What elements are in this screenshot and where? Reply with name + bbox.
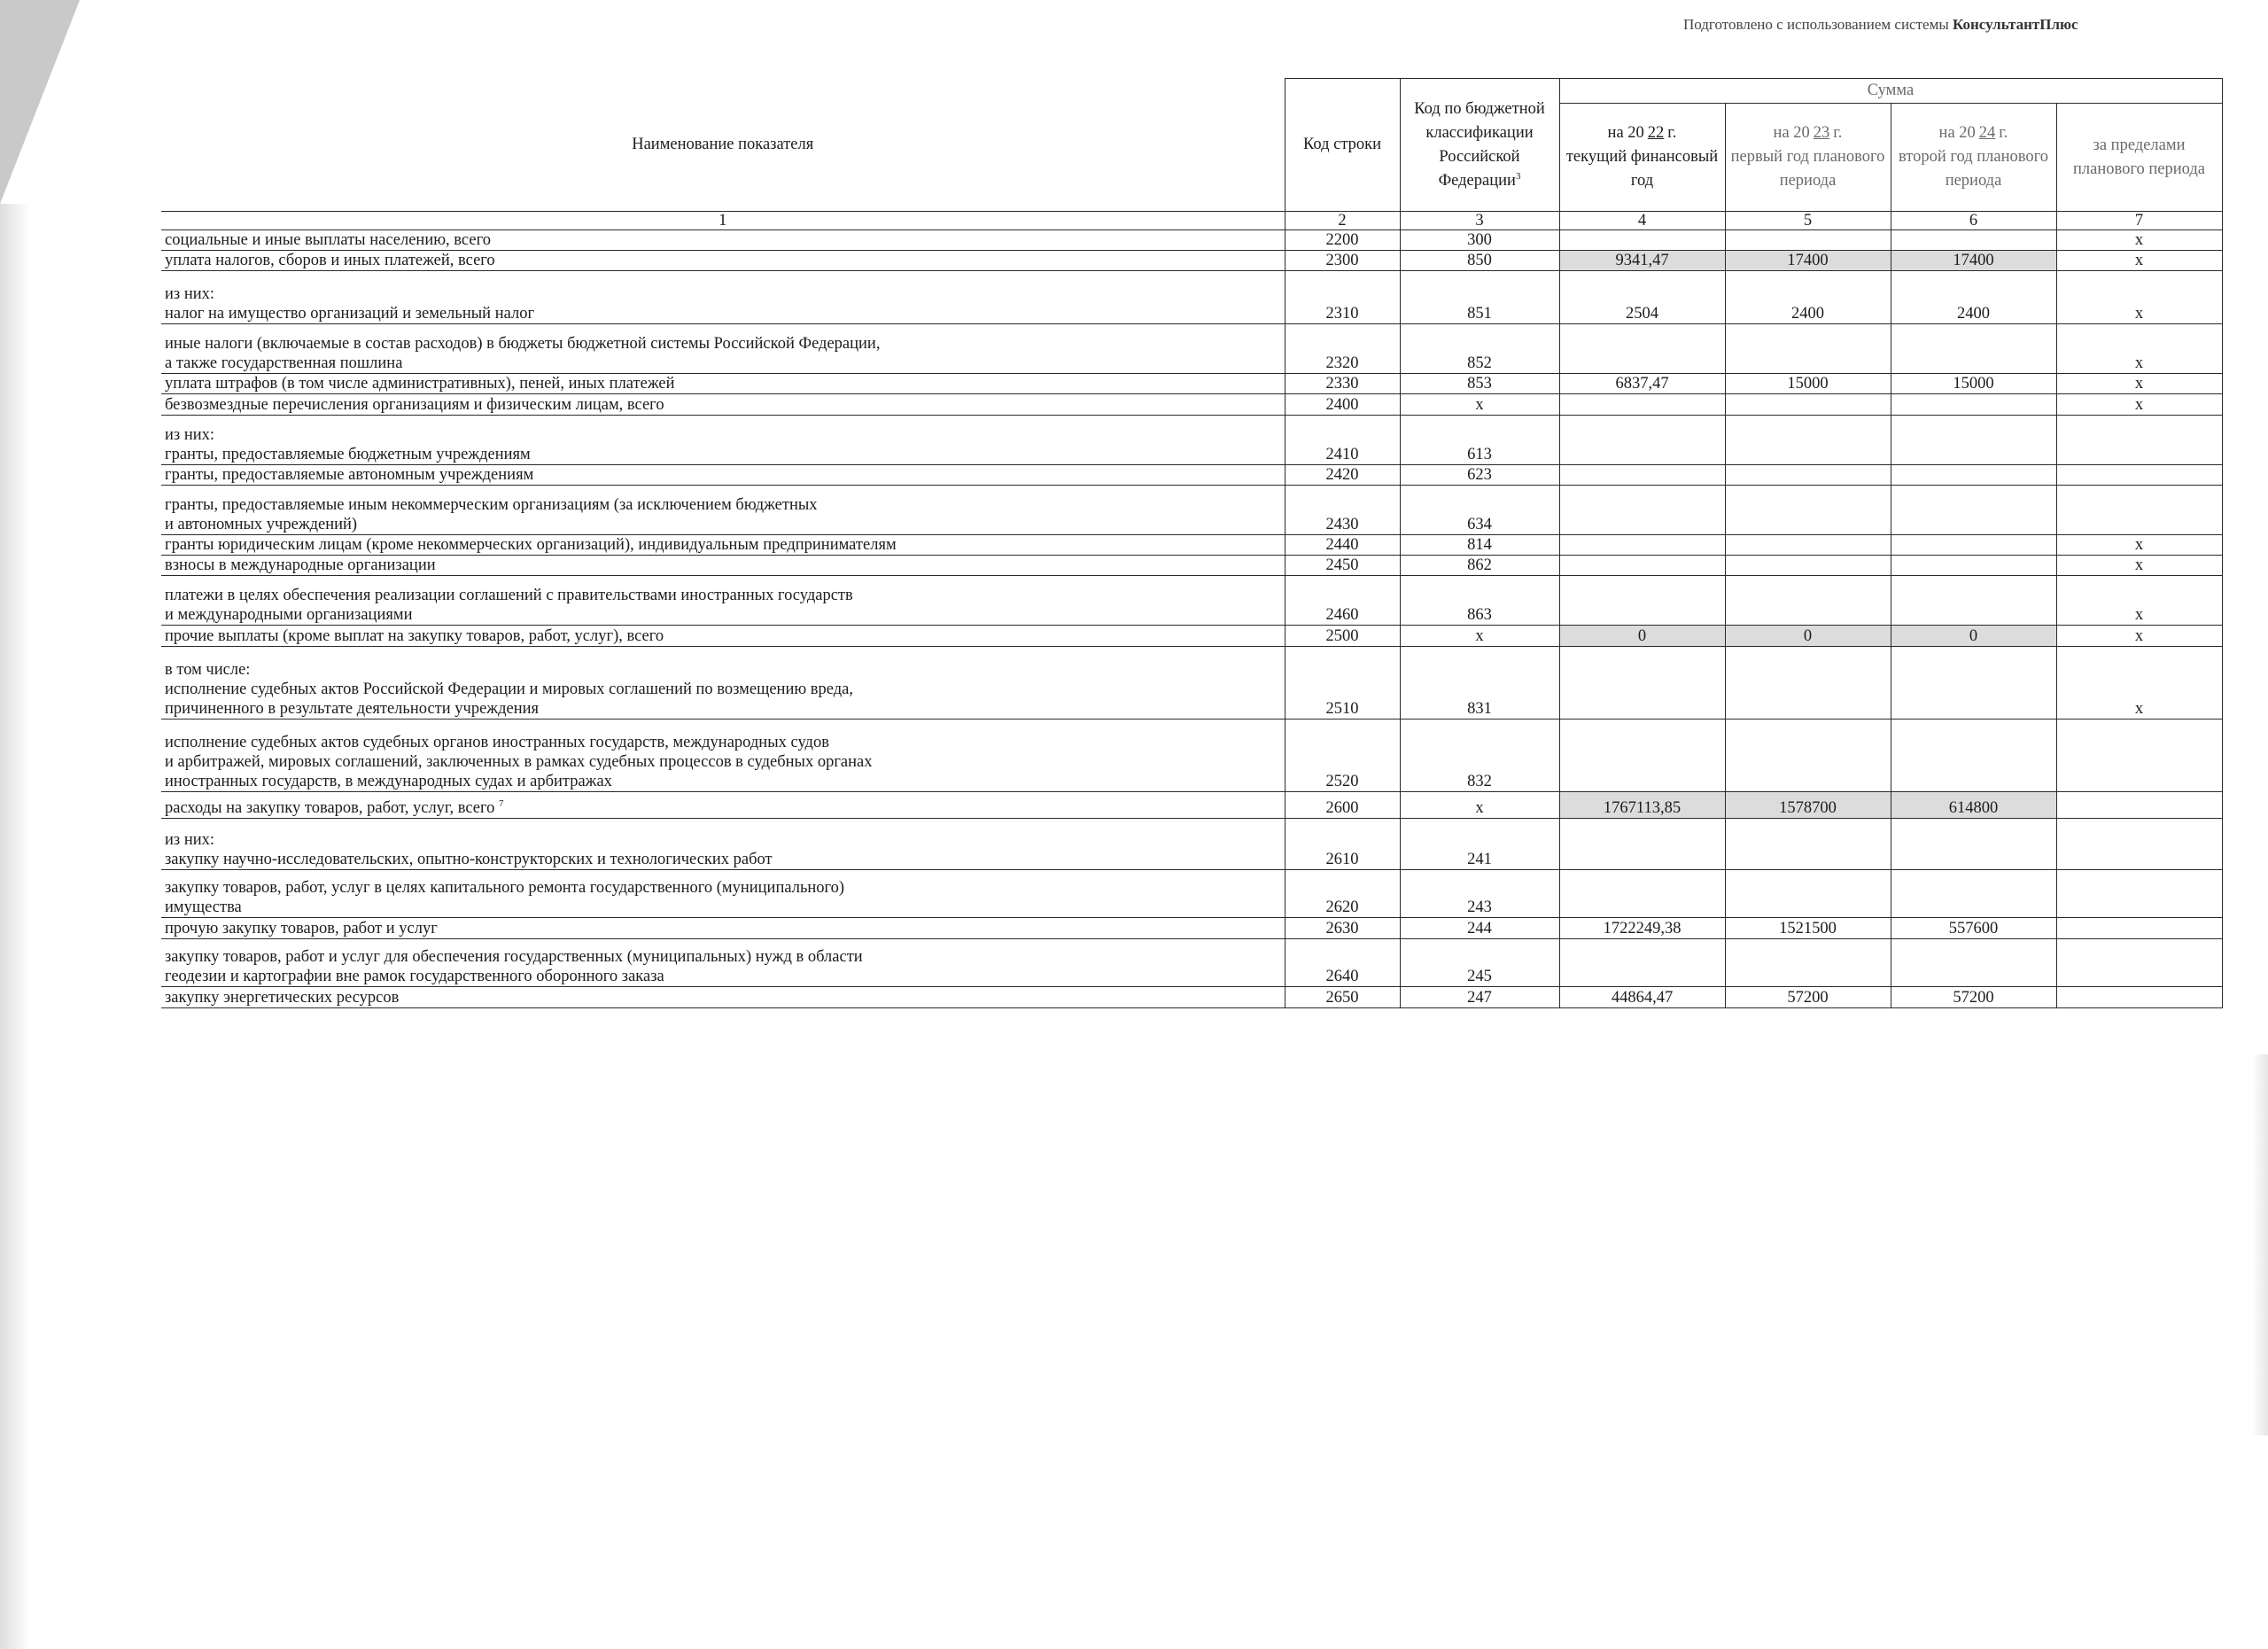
row-label: гранты, предоставляемые иным некоммерческим организациям (за исключением бюджетных и автономных учреждений) bbox=[161, 486, 1285, 535]
row-value-2022 bbox=[1559, 394, 1725, 416]
row-value-beyond: х bbox=[2056, 271, 2222, 324]
note-prefix: Подготовлено с использованием системы bbox=[1683, 16, 1949, 33]
row-value-2023 bbox=[1725, 870, 1891, 918]
note-brand: КонсультантПлюс bbox=[1953, 16, 2078, 33]
row-value-beyond bbox=[2056, 416, 2222, 465]
row-value-2023 bbox=[1725, 535, 1891, 556]
row-value-2024 bbox=[1891, 719, 2056, 792]
row-label: расходы на закупку товаров, работ, услуг, всего $^7$ bbox=[161, 792, 1285, 819]
row-value-2024 bbox=[1891, 535, 2056, 556]
row-value-2024: 17400 bbox=[1891, 251, 2056, 271]
row-kbk: 247 bbox=[1400, 987, 1559, 1008]
row-label: социальные и иные выплаты населению, всего bbox=[161, 230, 1285, 251]
row-value-2024 bbox=[1891, 556, 2056, 576]
row-code: 2460 bbox=[1285, 576, 1400, 626]
row-value-2023 bbox=[1725, 647, 1891, 719]
table-row bbox=[161, 939, 2222, 987]
table-row bbox=[161, 374, 2222, 394]
row-label: исполнение судебных актов судебных органов иностранных государств, международных судов и арбитражей, мировых соглашений, заключенных в рамках судебных процессов в судебных органах иностранных государств, в международных судах и арбитражах bbox=[161, 719, 1285, 792]
row-value-2023 bbox=[1725, 719, 1891, 792]
row-value-beyond: х bbox=[2056, 626, 2222, 647]
row-kbk: 244 bbox=[1400, 918, 1559, 939]
row-code: 2410 bbox=[1285, 416, 1400, 465]
row-label: уплата штрафов (в том числе административных), пеней, иных платежей bbox=[161, 374, 1285, 394]
table-row bbox=[161, 719, 2222, 792]
row-kbk: 851 bbox=[1400, 271, 1559, 324]
row-value-2023 bbox=[1725, 819, 1891, 870]
row-value-2024 bbox=[1891, 230, 2056, 251]
row-value-2023 bbox=[1725, 486, 1891, 535]
row-code: 2630 bbox=[1285, 918, 1400, 939]
row-value-2023 bbox=[1725, 576, 1891, 626]
row-value-2023: 15000 bbox=[1725, 374, 1891, 394]
financial-plan-table bbox=[161, 78, 2223, 1008]
row-value-2024 bbox=[1891, 416, 2056, 465]
row-code: 2430 bbox=[1285, 486, 1400, 535]
row-value-beyond: х bbox=[2056, 556, 2222, 576]
row-value-2023 bbox=[1725, 324, 1891, 374]
table-row bbox=[161, 251, 2222, 271]
row-value-2023: 0 bbox=[1725, 626, 1891, 647]
row-code: 2500 bbox=[1285, 626, 1400, 647]
row-value-2023: 1578700 bbox=[1725, 792, 1891, 819]
row-code: 2640 bbox=[1285, 939, 1400, 987]
row-value-2022 bbox=[1559, 939, 1725, 987]
row-kbk: 853 bbox=[1400, 374, 1559, 394]
row-code: 2300 bbox=[1285, 251, 1400, 271]
row-value-2023: 57200 bbox=[1725, 987, 1891, 1008]
row-value-2022: 1722249,38 bbox=[1559, 918, 1725, 939]
row-value-2022 bbox=[1559, 719, 1725, 792]
row-kbk: 852 bbox=[1400, 324, 1559, 374]
consultant-plus-note bbox=[1683, 16, 2078, 34]
row-value-beyond bbox=[2056, 792, 2222, 819]
col-name-header: Наименование показателя bbox=[161, 79, 1285, 212]
row-kbk: 613 bbox=[1400, 416, 1559, 465]
row-label: иные налоги (включаемые в состав расходов) в бюджеты бюджетной системы Российской Федерации, а также государственная пошлина bbox=[161, 324, 1285, 374]
row-value-2022 bbox=[1559, 465, 1725, 486]
table-row bbox=[161, 465, 2222, 486]
row-value-2022 bbox=[1559, 324, 1725, 374]
row-kbk: 241 bbox=[1400, 819, 1559, 870]
row-value-2024: 2400 bbox=[1891, 271, 2056, 324]
row-value-beyond: х bbox=[2056, 576, 2222, 626]
col-year2-header: на 20 23 г. первый год планового периода bbox=[1725, 104, 1891, 212]
row-label: взносы в международные организации bbox=[161, 556, 1285, 576]
row-label: прочую закупку товаров, работ и услуг bbox=[161, 918, 1285, 939]
row-kbk: 623 bbox=[1400, 465, 1559, 486]
row-label: закупку товаров, работ, услуг в целях капитального ремонта государственного (муниципального) имущества bbox=[161, 870, 1285, 918]
row-value-beyond bbox=[2056, 486, 2222, 535]
col-year1-header: на 20 22 г. текущий финансовый год bbox=[1559, 104, 1725, 212]
row-code: 2200 bbox=[1285, 230, 1400, 251]
row-value-2022: 0 bbox=[1559, 626, 1725, 647]
row-value-2022 bbox=[1559, 535, 1725, 556]
column-number-row: 1 2 3 4 5 6 7 bbox=[161, 212, 2222, 230]
row-label: закупку энергетических ресурсов bbox=[161, 987, 1285, 1008]
row-label: прочие выплаты (кроме выплат на закупку товаров, работ, услуг), всего bbox=[161, 626, 1285, 647]
row-code: 2420 bbox=[1285, 465, 1400, 486]
scan-left-edge bbox=[0, 204, 30, 1649]
row-kbk: 634 bbox=[1400, 486, 1559, 535]
row-value-2023 bbox=[1725, 394, 1891, 416]
col-year3-header: на 20 24 г. второй год планового периода bbox=[1891, 104, 2056, 212]
row-value-2022: 9341,47 bbox=[1559, 251, 1725, 271]
row-value-beyond: х bbox=[2056, 324, 2222, 374]
table-row bbox=[161, 271, 2222, 324]
row-value-2023: 17400 bbox=[1725, 251, 1891, 271]
row-value-2023 bbox=[1725, 465, 1891, 486]
row-value-2024: 557600 bbox=[1891, 918, 2056, 939]
row-value-2023 bbox=[1725, 556, 1891, 576]
row-code: 2650 bbox=[1285, 987, 1400, 1008]
row-value-2022: 1767113,85 bbox=[1559, 792, 1725, 819]
row-label: закупку товаров, работ и услуг для обеспечения государственных (муниципальных) нужд в области геодезии и картографии вне рамок государственного оборонного заказа bbox=[161, 939, 1285, 987]
row-value-beyond bbox=[2056, 987, 2222, 1008]
row-value-beyond bbox=[2056, 870, 2222, 918]
row-label: гранты, предоставляемые автономным учреждениям bbox=[161, 465, 1285, 486]
row-value-2024: 57200 bbox=[1891, 987, 2056, 1008]
table-row bbox=[161, 918, 2222, 939]
row-code: 2520 bbox=[1285, 719, 1400, 792]
row-value-2023 bbox=[1725, 230, 1891, 251]
row-value-2024 bbox=[1891, 939, 2056, 987]
row-value-2024 bbox=[1891, 465, 2056, 486]
row-value-beyond: х bbox=[2056, 647, 2222, 719]
row-kbk: 850 bbox=[1400, 251, 1559, 271]
row-kbk: 832 bbox=[1400, 719, 1559, 792]
row-label: в том числе: исполнение судебных актов Российской Федерации и мировых соглашений по возмещению вреда, причиненного в результате деятельности учреждения bbox=[161, 647, 1285, 719]
table-row bbox=[161, 819, 2222, 870]
row-value-2024 bbox=[1891, 394, 2056, 416]
row-kbk: 831 bbox=[1400, 647, 1559, 719]
row-value-beyond: х bbox=[2056, 230, 2222, 251]
row-value-2024 bbox=[1891, 819, 2056, 870]
table-row bbox=[161, 647, 2222, 719]
row-value-2022 bbox=[1559, 819, 1725, 870]
row-value-2024 bbox=[1891, 870, 2056, 918]
row-code: 2310 bbox=[1285, 271, 1400, 324]
row-value-2022 bbox=[1559, 576, 1725, 626]
row-value-2024: 0 bbox=[1891, 626, 2056, 647]
row-value-2022 bbox=[1559, 870, 1725, 918]
row-value-2022 bbox=[1559, 230, 1725, 251]
row-value-2022: 44864,47 bbox=[1559, 987, 1725, 1008]
row-code: 2440 bbox=[1285, 535, 1400, 556]
row-kbk: 243 bbox=[1400, 870, 1559, 918]
table-row bbox=[161, 394, 2222, 416]
table-row bbox=[161, 324, 2222, 374]
table-row bbox=[161, 486, 2222, 535]
row-value-2022: 6837,47 bbox=[1559, 374, 1725, 394]
row-label: платежи в целях обеспечения реализации соглашений с правительствами иностранных государств и международными организациями bbox=[161, 576, 1285, 626]
row-label: из них: закупку научно-исследовательских, опытно-конструкторских и технологических работ bbox=[161, 819, 1285, 870]
row-value-2023: 1521500 bbox=[1725, 918, 1891, 939]
row-value-beyond: х bbox=[2056, 535, 2222, 556]
row-label: уплата налогов, сборов и иных платежей, всего bbox=[161, 251, 1285, 271]
table-row bbox=[161, 230, 2222, 251]
row-kbk: 862 bbox=[1400, 556, 1559, 576]
row-value-2023: 2400 bbox=[1725, 271, 1891, 324]
row-value-2022 bbox=[1559, 647, 1725, 719]
row-value-beyond: х bbox=[2056, 251, 2222, 271]
col-beyond-header: за пределами планового периода bbox=[2056, 104, 2222, 212]
table-row bbox=[161, 535, 2222, 556]
table-row bbox=[161, 870, 2222, 918]
row-label: из них: гранты, предоставляемые бюджетным учреждениям bbox=[161, 416, 1285, 465]
row-value-beyond: х bbox=[2056, 374, 2222, 394]
scan-right-edge bbox=[2252, 1054, 2268, 1435]
row-value-beyond bbox=[2056, 719, 2222, 792]
row-value-beyond bbox=[2056, 939, 2222, 987]
row-value-2024: 15000 bbox=[1891, 374, 2056, 394]
col-kbk-header: Код по бюджетной классификации Российской Федерации$^3$ bbox=[1400, 79, 1559, 212]
row-code: 2450 bbox=[1285, 556, 1400, 576]
row-code: 2620 bbox=[1285, 870, 1400, 918]
table-row bbox=[161, 626, 2222, 647]
row-value-2022 bbox=[1559, 556, 1725, 576]
row-code: 2600 bbox=[1285, 792, 1400, 819]
row-kbk: х bbox=[1400, 626, 1559, 647]
row-label: гранты юридическим лицам (кроме некоммерческих организаций), индивидуальным предпринимателям bbox=[161, 535, 1285, 556]
table-row bbox=[161, 987, 2222, 1008]
row-value-2022: 2504 bbox=[1559, 271, 1725, 324]
table-row bbox=[161, 576, 2222, 626]
table-row bbox=[161, 556, 2222, 576]
row-value-2024 bbox=[1891, 324, 2056, 374]
row-value-beyond bbox=[2056, 918, 2222, 939]
row-code: 2320 bbox=[1285, 324, 1400, 374]
row-value-2022 bbox=[1559, 416, 1725, 465]
row-kbk: х bbox=[1400, 394, 1559, 416]
row-code: 2400 bbox=[1285, 394, 1400, 416]
row-code: 2610 bbox=[1285, 819, 1400, 870]
row-value-beyond: х bbox=[2056, 394, 2222, 416]
row-code: 2510 bbox=[1285, 647, 1400, 719]
row-value-2024 bbox=[1891, 486, 2056, 535]
col-sum-header: Сумма bbox=[1559, 79, 2222, 104]
row-value-2024 bbox=[1891, 576, 2056, 626]
table-row bbox=[161, 416, 2222, 465]
row-kbk: х bbox=[1400, 792, 1559, 819]
row-value-beyond bbox=[2056, 465, 2222, 486]
row-value-2023 bbox=[1725, 939, 1891, 987]
table-row bbox=[161, 792, 2222, 819]
row-kbk: 863 bbox=[1400, 576, 1559, 626]
row-kbk: 814 bbox=[1400, 535, 1559, 556]
row-kbk: 300 bbox=[1400, 230, 1559, 251]
row-label: из них: налог на имущество организаций и земельный налог bbox=[161, 271, 1285, 324]
scan-corner-shadow bbox=[0, 0, 80, 204]
row-value-2022 bbox=[1559, 486, 1725, 535]
row-value-2024 bbox=[1891, 647, 2056, 719]
row-value-2024: 614800 bbox=[1891, 792, 2056, 819]
row-kbk: 245 bbox=[1400, 939, 1559, 987]
row-value-beyond bbox=[2056, 819, 2222, 870]
row-label: безвозмездные перечисления организациям и физическим лицам, всего bbox=[161, 394, 1285, 416]
col-code-header: Код строки bbox=[1285, 79, 1400, 212]
row-code: 2330 bbox=[1285, 374, 1400, 394]
row-value-2023 bbox=[1725, 416, 1891, 465]
